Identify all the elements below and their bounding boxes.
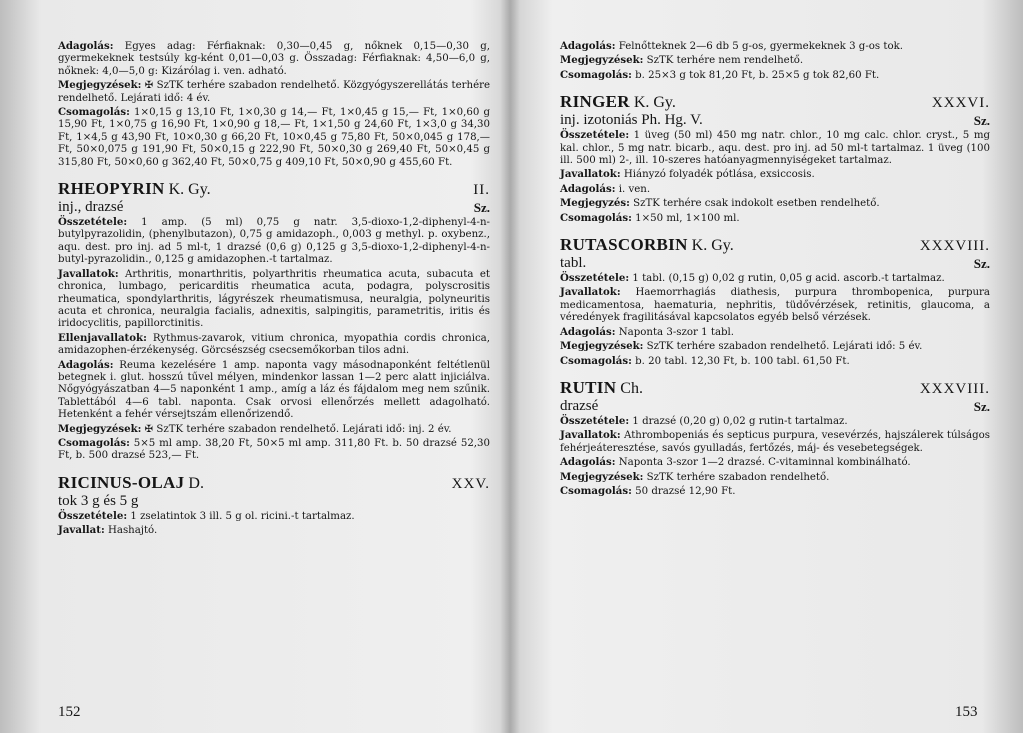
block-label: Adagolás: — [58, 40, 114, 52]
entry-form-line — [58, 493, 490, 510]
entry-form-line — [560, 398, 990, 415]
block-text: Rythmus-zavarok, vitium chronica, myopathia cordis chronica, amidazophen-érzékenység. Görcsészség csecsemőkorban tilos adni. — [58, 332, 490, 357]
block-text: i. ven. — [615, 183, 651, 195]
right-page — [560, 40, 990, 502]
block-text: 1 amp. (5 ml) 0,75 g natr. 3,5-dioxo-1,2-diphenyl-4-n-butylpyrazolidin, (phenylbutazon), 0,75 g amidazoph., 0,003 g methyl. p. oxybenz., aqu. dest. pro inj. ad 5 ml-t, 1 drazsé (0,6 g) 0,125 g 3,5-dioxo-1,2-diphenyl-4-n-butyl-pyrazolidin., 0,125 g amidazophen.-t tartalmaz. — [58, 217, 490, 266]
block-label: Javallatok: — [560, 286, 621, 299]
drug-entry — [58, 473, 490, 538]
text-block — [560, 429, 990, 455]
manufacturer: K. Gy. — [629, 94, 676, 112]
drug-name: RHEOPYRIN — [58, 179, 165, 199]
block-label: Megjegyzés: — [560, 197, 630, 210]
block-label: Csomagolás: — [58, 436, 130, 449]
block-text: Felnőtteknek 2—6 db 5 g-os, gyermekeknek 3 g-os tok. — [615, 41, 903, 52]
block-label: Összetétele: — [58, 216, 128, 229]
text-block — [560, 415, 990, 428]
text-block — [560, 286, 990, 324]
block-label: Ellenjavallatok: — [58, 331, 147, 344]
block-text: SzTK terhére szabadon rendelhető. Lejárati idő: 5 év. — [643, 341, 923, 353]
text-block — [560, 326, 990, 339]
group-number: XXXVI. — [931, 95, 990, 112]
text-block — [58, 332, 490, 358]
block-text: Egyes adag: Férfiaknak: 0,30—0,45 g, nőknek 0,15—0,30 g, gyermekeknek testsúly kg-ként 0,01—0,03 g. Összadag: Férfiaknak: 4,50—6,0 g, nőknek: 4,0—5,0 g: Kizárólag i. ven. adható. — [58, 41, 490, 77]
block-label: Javallatok: — [560, 429, 621, 442]
drug-name: RUTASCORBIN — [560, 235, 688, 255]
manufacturer: K. Gy. — [164, 181, 211, 199]
text-block — [58, 359, 490, 422]
text-block — [560, 471, 990, 484]
block-label: Adagolás: — [560, 40, 616, 52]
block-label: Megjegyzések: — [560, 340, 644, 353]
block-text: SzTK terhére csak indokolt esetben rendelhető. — [629, 198, 880, 210]
entry-heading — [58, 473, 490, 493]
left-page — [58, 40, 490, 542]
entry-title — [560, 92, 676, 112]
block-label: Adagolás: — [58, 358, 114, 371]
text-block — [58, 268, 490, 331]
drug-entry — [560, 235, 990, 368]
block-label: Összetétele: — [560, 272, 630, 285]
text-block — [560, 340, 990, 353]
block-text: 1 üveg (50 ml) 450 mg natr. chlor., 10 mg calc. chlor. cryst., 5 mg kal. chlor., 5 mg natr. bicarb., aqu. dest. pro inj. ad 50 ml-t tartalmaz. 1 üveg (100 ill. 500 ml) 2-, ill. 10-szeres hatóanyagmennyiségeket tartalmaz. — [560, 130, 990, 167]
drug-entry — [560, 92, 990, 225]
text-block — [560, 272, 990, 285]
entry-heading — [58, 179, 490, 199]
text-block — [58, 437, 490, 463]
block-text: Athrombopeniás és septicus purpura, vesevérzés, hajszálerek túlságos fehérjeáteresztése, savós gyulladás, fertőzés, máj- és vesebetegségek. — [560, 430, 990, 454]
text-block — [58, 524, 490, 537]
group-number: XXXVIII. — [919, 238, 990, 255]
page-number-right: 153 — [955, 704, 978, 720]
block-label: Javallatok: — [58, 267, 119, 280]
block-label: Megjegyzések: — [58, 79, 142, 92]
block-text: ✠ SzTK terhére szabadon rendelhető. Lejárati idő: inj. 2 év. — [141, 423, 452, 435]
block-label: Csomagolás: — [560, 354, 632, 367]
block-text: Arthritis, monarthritis, polyarthritis rheumatica acuta, subacuta et chronica, lumbago, pericarditis rheumatica acuta, podagra, polyscrositis rheumatica, spondylarthritis, lágyrészek rheumatismusa, neuralgia, polyneuritis acuta et chronica, neuralgia facialis, adnexitis, salpingitis, parametritis, iritis és iridocyclitis, papillorctinitis. — [58, 268, 490, 330]
drug-name: RICINUS-OLAJ — [58, 472, 185, 492]
text-block — [560, 168, 990, 181]
text-block — [560, 129, 990, 167]
entry-form-line — [560, 255, 990, 272]
book-gutter — [500, 0, 520, 733]
block-text: SzTK terhére szabadon rendelhető. — [643, 471, 830, 483]
text-block — [560, 54, 990, 67]
sz-mark: Sz. — [973, 256, 990, 272]
manufacturer: K. Gy. — [687, 237, 734, 255]
group-number: XXV. — [451, 475, 490, 492]
entry-heading — [560, 378, 990, 398]
block-label: Csomagolás: — [560, 211, 632, 224]
sz-mark: Sz. — [973, 113, 990, 129]
text-block — [560, 355, 990, 368]
drug-entry — [58, 179, 490, 463]
text-block — [560, 183, 990, 196]
block-text: Reuma kezelésére 1 amp. naponta vagy másodnaponként feltétlenül betegnek i. glut. hosszú tűvel mélyen, mindenkor lassan 1—2 perc alatt injiciálva. Nőgyógyászatban 4—5 naponként 1 amp., amíg a láz és fájdalom meg nem szűnik. Tablettából 4—6 tabl. naponta. Csak orvosi ellenőrzés mellett adagolható. Hetenként a fehér vérsejtszám ellenőrizendő. — [58, 359, 490, 421]
sz-mark: Sz. — [473, 200, 490, 216]
block-text: 5×5 ml amp. 38,20 Ft, 50×5 ml amp. 311,80 Ft. b. 50 drazsé 52,30 Ft, b. 500 drazsé 523,— Ft. — [58, 437, 490, 462]
dosage-form: inj., drazsé — [58, 199, 124, 216]
block-text: 50 drazsé 12,90 Ft. — [631, 485, 736, 497]
block-text: 1 drazsé (0,20 g) 0,02 g rutin-t tartalmaz. — [629, 415, 848, 427]
group-number: II. — [473, 182, 490, 199]
drug-name: RUTIN — [560, 377, 617, 397]
drug-name: RINGER — [560, 92, 630, 112]
text-block — [58, 510, 490, 523]
block-label: Javallat: — [58, 524, 105, 537]
block-label: Megjegyzések: — [560, 470, 644, 483]
block-label: Javallatok: — [560, 168, 621, 181]
block-label: Csomagolás: — [560, 484, 632, 497]
entry-heading — [560, 92, 990, 112]
block-text: Naponta 3-szor 1 tabl. — [615, 326, 735, 338]
block-label: Adagolás: — [560, 182, 616, 195]
entry-title — [560, 378, 643, 398]
block-label: Adagolás: — [560, 325, 616, 338]
block-text: SzTK terhére nem rendelhető. — [643, 55, 804, 67]
manufacturer: Ch. — [616, 379, 643, 397]
block-text: 1 zselatintok 3 ill. 5 g ol. ricini.-t tartalmaz. — [127, 510, 355, 522]
block-label: Megjegyzések: — [58, 422, 142, 435]
text-block — [560, 197, 990, 210]
block-text: 1 tabl. (0,15 g) 0,02 g rutin, 0,05 g acid. ascorb.-t tartalmaz. — [629, 273, 945, 285]
entry-title — [58, 179, 211, 199]
entry-title — [58, 473, 204, 493]
block-text: Haemorrhagiás diathesis, purpura thrombopenica, purpura medicamentosa, haematuria, nephritis, tüdővérzések, retinitis, glaucoma, a véredények fragilitásával kapcsolatos egyéb belső vérzések. — [560, 287, 990, 324]
text-block — [560, 69, 990, 82]
block-label: Csomagolás: — [58, 106, 130, 119]
dosage-form: tok 3 g és 5 g — [58, 492, 139, 509]
text-block — [560, 40, 990, 53]
text-block — [560, 212, 990, 225]
block-label: Adagolás: — [560, 456, 616, 469]
manufacturer: D. — [184, 474, 204, 492]
entry-form-line — [560, 112, 990, 129]
block-text: 1×0,15 g 13,10 Ft, 1×0,30 g 14,— Ft, 1×0,45 g 15,— Ft, 1×0,60 g 15,90 Ft, 1×0,75 g 16,90 Ft, 1×0,90 g 18,— Ft, 1×1,50 g 24,60 Ft, 1×3,0 g 34,30 Ft, 1×4,5 g 43,90 Ft, 10×0,30 g 66,20 Ft, 10×0,45 g 75,80 Ft, 50×0,045 g 178,— Ft, 50×0,075 g 191,90 Ft, 50×0,15 g 222,90 Ft, 50×0,30 g 269,40 Ft, 50×0,45 g 315,80 Ft, 50×0,60 g 362,40 Ft, 50×0,75 g 409,10 Ft, 50×0,90 g 455,60 Ft. — [58, 107, 490, 168]
text-block — [58, 79, 490, 105]
text-block — [560, 485, 990, 498]
text-block — [560, 456, 990, 469]
text-block — [58, 423, 490, 436]
block-label: Összetétele: — [560, 129, 630, 142]
block-label: Megjegyzések: — [560, 54, 644, 67]
text-block — [58, 40, 490, 78]
text-block — [58, 106, 490, 169]
page-number-left: 152 — [58, 704, 81, 720]
sz-mark: Sz. — [973, 398, 990, 414]
block-text: Naponta 3-szor 1—2 drazsé. C-vitaminnal kombinálható. — [615, 457, 911, 469]
entry-form-line — [58, 199, 490, 216]
dosage-form: drazsé — [560, 397, 599, 414]
entry-title — [560, 235, 734, 255]
block-text: 1×50 ml, 1×100 ml. — [631, 212, 740, 224]
block-text: Hashajtó. — [104, 525, 158, 537]
group-number: XXXVIII. — [919, 380, 990, 397]
block-label: Csomagolás: — [560, 68, 632, 81]
entry-heading — [560, 235, 990, 255]
dosage-form: inj. izotoniás Ph. Hg. V. — [560, 112, 703, 129]
text-block — [58, 216, 490, 267]
block-label: Összetétele: — [58, 509, 128, 522]
block-text: b. 25×3 g tok 81,20 Ft, b. 25×5 g tok 82,60 Ft. — [631, 69, 880, 81]
block-text: b. 20 tabl. 12,30 Ft, b. 100 tabl. 61,50 Ft. — [631, 355, 850, 367]
block-text: Hiányzó folyadék pótlása, exsiccosis. — [620, 169, 815, 181]
dosage-form: tabl. — [560, 255, 587, 272]
drug-entry — [560, 378, 990, 498]
block-label: Összetétele: — [560, 414, 630, 427]
block-text: ✠ SzTK terhére szabadon rendelhető. Közgyógyszerellátás terhére rendelhető. Lejárati idő: 4 év. — [58, 80, 490, 104]
